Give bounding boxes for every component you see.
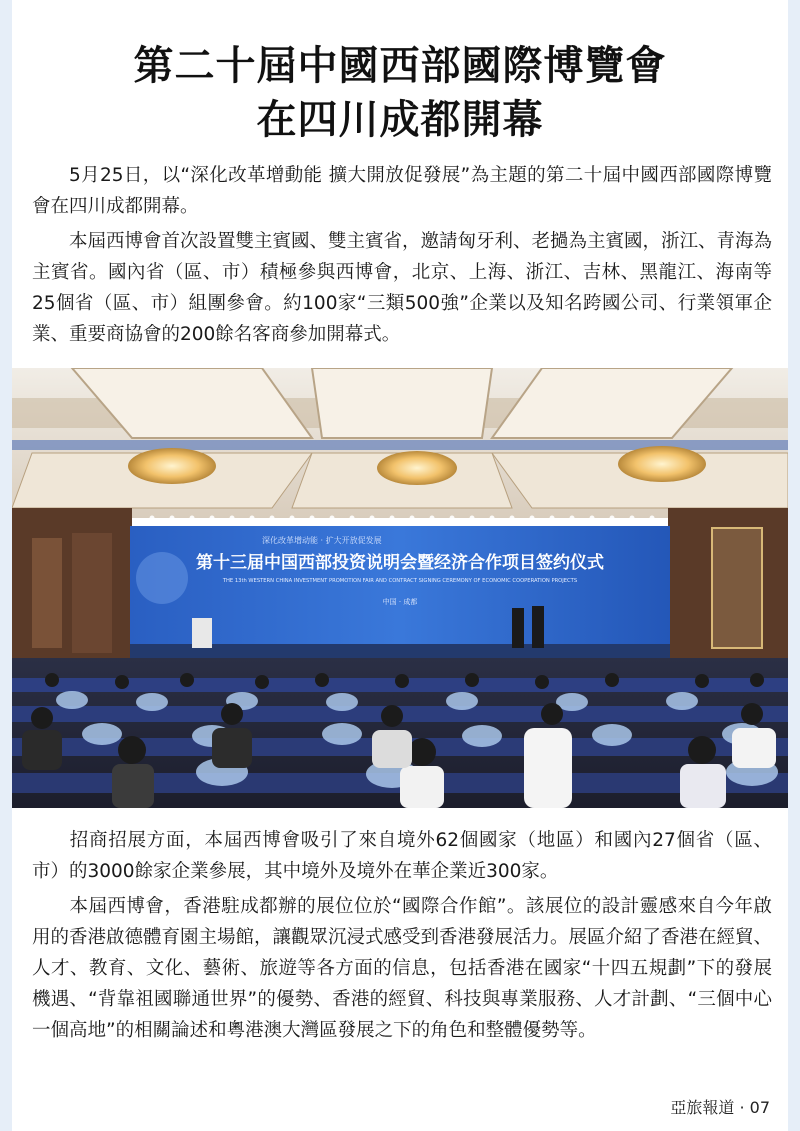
paragraph-2-text: 本屆西博會首次設置雙主賓國、雙主賓省，邀請匈牙利、老撾為主賓國，浙江、青海為主賓省。國內省（區、市）積極參與西博會，北京、上海、浙江、吉林、黑龍江、海南等25個省（區、市）組團參會。約100家“三類500強”企業以及知名跨國公司、行業領軍企業、重要商協會的200餘名客商參加開幕式。 <box>32 231 773 345</box>
chandelier-right <box>618 446 706 482</box>
paragraph-1 <box>32 160 772 222</box>
screen-title: 第十三届中国西部投资说明会暨经济合作项目签约仪式 <box>196 553 604 573</box>
paragraph-2 <box>32 226 772 350</box>
paragraph-4-text: 本屆西博會，香港駐成都辦的展位位於“國際合作館”。該展位的設計靈感來自今年啟用的香港啟德體育園主場館，讓觀眾沉浸式感受到香港發展活力。展區介紹了香港在經貿、人才、教育、文化、藝術、旅遊等各方面的信息，包括香港在國家“十四五規劃”下的發展機遇、“背靠祖國聯通世界”的優勢、香港的經貿、科技與專業服務、人才計劃、“三個中心一個高地”的相關論述和粵港澳大灣區發展之下的角色和整體優勢等。 <box>32 896 773 1041</box>
paragraph-3-text: 招商招展方面，本屆西博會吸引了來自境外62個國家（地區）和國內27個省（區、市）的3000餘家企業參展，其中境外及境外在華企業近300家。 <box>32 830 772 882</box>
page-edge-right <box>788 0 800 1131</box>
chandelier-center <box>377 451 457 485</box>
conference-photo-illustration <box>12 368 788 808</box>
headline-line-1: 第二十屆中國西部國際博覽會 <box>133 42 667 89</box>
page-edge-left <box>0 0 12 1131</box>
screen-subtitle: THE 13th WESTERN CHINA INVESTMENT PROMOTION FAIR AND CONTRACT SIGNING CEREMONY OF ECONOMIC COOPERATION PROJECTS <box>222 578 578 584</box>
paragraph-3 <box>32 825 772 887</box>
screen-banner: 深化改革增动能 · 扩大开放促发展 <box>262 536 382 545</box>
paragraph-1-text: 5月25日，以“深化改革增動能 擴大開放促發展”為主題的第二十屆中國西部國際博覽會在四川成都開幕。 <box>32 165 772 217</box>
headline-line-2: 在四川成都開幕 <box>256 96 544 143</box>
paragraph-4 <box>32 891 772 1046</box>
page-footer: 亞旅報道 · 07 <box>670 1098 770 1117</box>
globe-graphic <box>136 552 188 604</box>
screen-place: 中国 · 成都 <box>382 598 418 606</box>
chandelier-left <box>128 448 216 484</box>
conference-photo <box>12 368 788 808</box>
